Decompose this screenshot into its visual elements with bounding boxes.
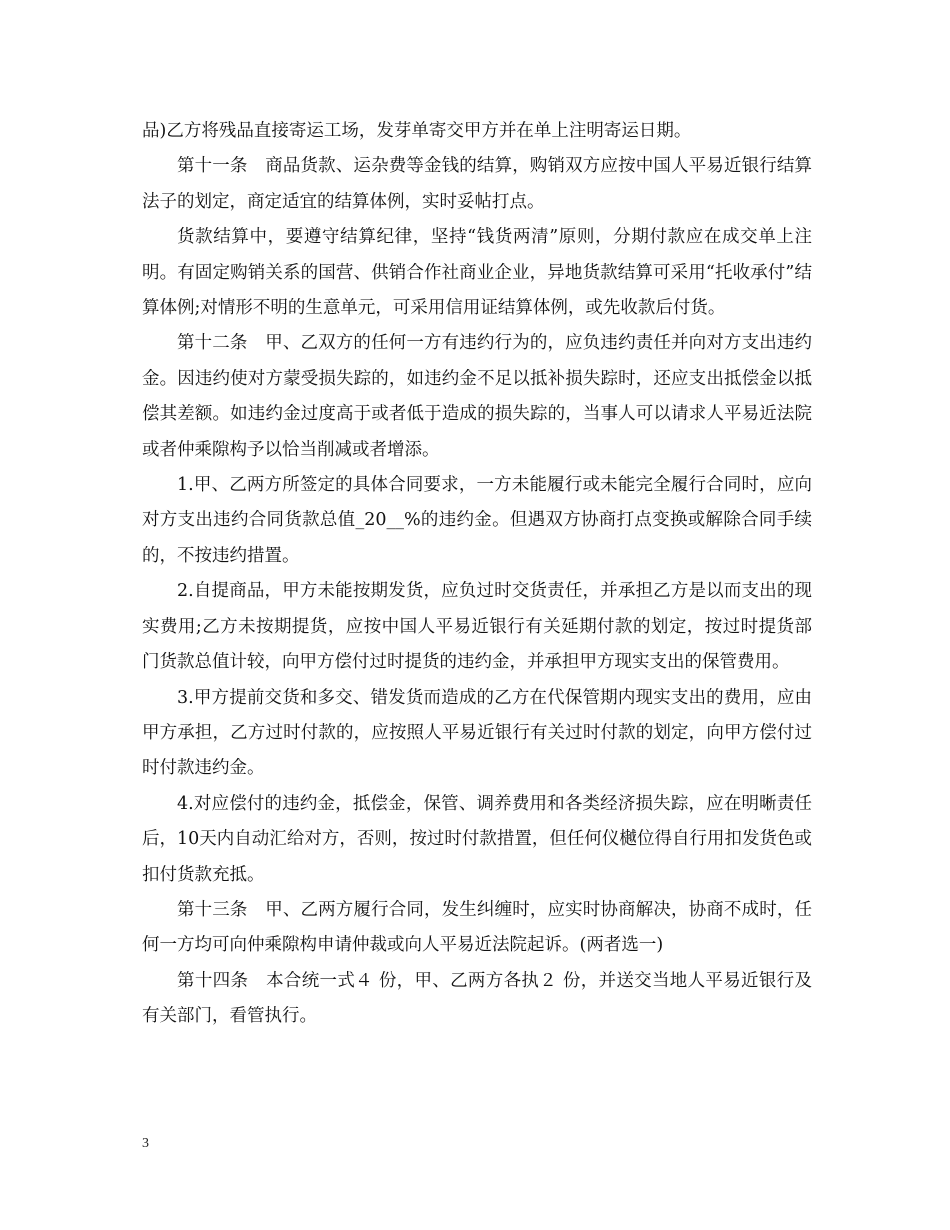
paragraph-article-11: 第十一条 商品货款、运杂费等金钱的结算，购销双方应按中国人平易近银行结算法子的划定，商定适宜的结算体例，实时妥帖打点。 bbox=[142, 156, 812, 212]
paragraph-clause-3: 3.甲方提前交货和多交、错发货而造成的乙方在代保管期内现实支出的费用，应由甲方承担，乙方过时付款的，应按照人平易近银行有关过时付款的划定，向甲方偿付过时付款违约金。 bbox=[142, 687, 812, 779]
paragraph-article-12: 第十二条 甲、乙双方的任何一方有违约行为的，应负违约责任并向对方支出违约金。因违约使对方蒙受损失踪的，如违约金不足以抵补损失踪时，还应支出抵偿金以抵偿其差额。如违约金过度高于或者低于造成的损失踪的，当事人可以请求人平易近法院或者仲乘隙构予以恰当削减或者增添。 bbox=[142, 333, 812, 460]
paragraph-clause-4: 4.对应偿付的违约金，抵偿金，保管、调养费用和各类经济损失踪，应在明晰责任后，10天内自动汇给对方，否则，按过时付款措置，但任何仪樾位得自行用扣发货色或扣付货款充抵。 bbox=[142, 793, 812, 885]
paragraph-clause-2: 2.自提商品，甲方未能按期发货，应负过时交货责任，并承担乙方是以而支出的现实费用;乙方未按期提货，应按中国人平易近银行有关延期付款的划定，按过时提货部门货款总值计较，向甲方偿付过时提货的违约金，并承担甲方现实支出的保管费用。 bbox=[142, 581, 812, 673]
paragraph-continuation: 品)乙方将残品直接寄运工场，发芽单寄交甲方并在单上注明寄运日期。 bbox=[142, 121, 692, 141]
paragraph-clause-1: 1.甲、乙两方所签定的具体合同要求，一方未能履行或未能完全履行合同时，应向对方支出违约合同货款总值_20__%的违约金。但遇双方协商打点变换或解除合同手续的，不按违约措置。 bbox=[142, 475, 812, 566]
page-number: 3 bbox=[142, 1136, 149, 1151]
document-body bbox=[142, 114, 812, 1035]
paragraph-settlement: 货款结算中，要遵守结算纪律，坚持“钱货两清”原则，分期付款应在成交单上注明。有固定购销关系的国营、供销合作社商业企业，异地货款结算可采用“托收承付”结算体例;对情形不明的生意单元，可采用信用证结算体例，或先收款后付货。 bbox=[142, 227, 812, 319]
paragraph-article-13: 第十三条 甲、乙两方履行合同，发生纠缠时，应实时协商解决，协商不成时，任何一方均可向仲乘隙构申请仲裁或向人平易近法院起诉。(两者选一) bbox=[142, 899, 812, 956]
paragraph-article-14: 第十四条 本合统一式４ 份，甲、乙两方各执２ 份，并送交当地人平易近银行及有关部门，看管执行。 bbox=[142, 970, 812, 1027]
